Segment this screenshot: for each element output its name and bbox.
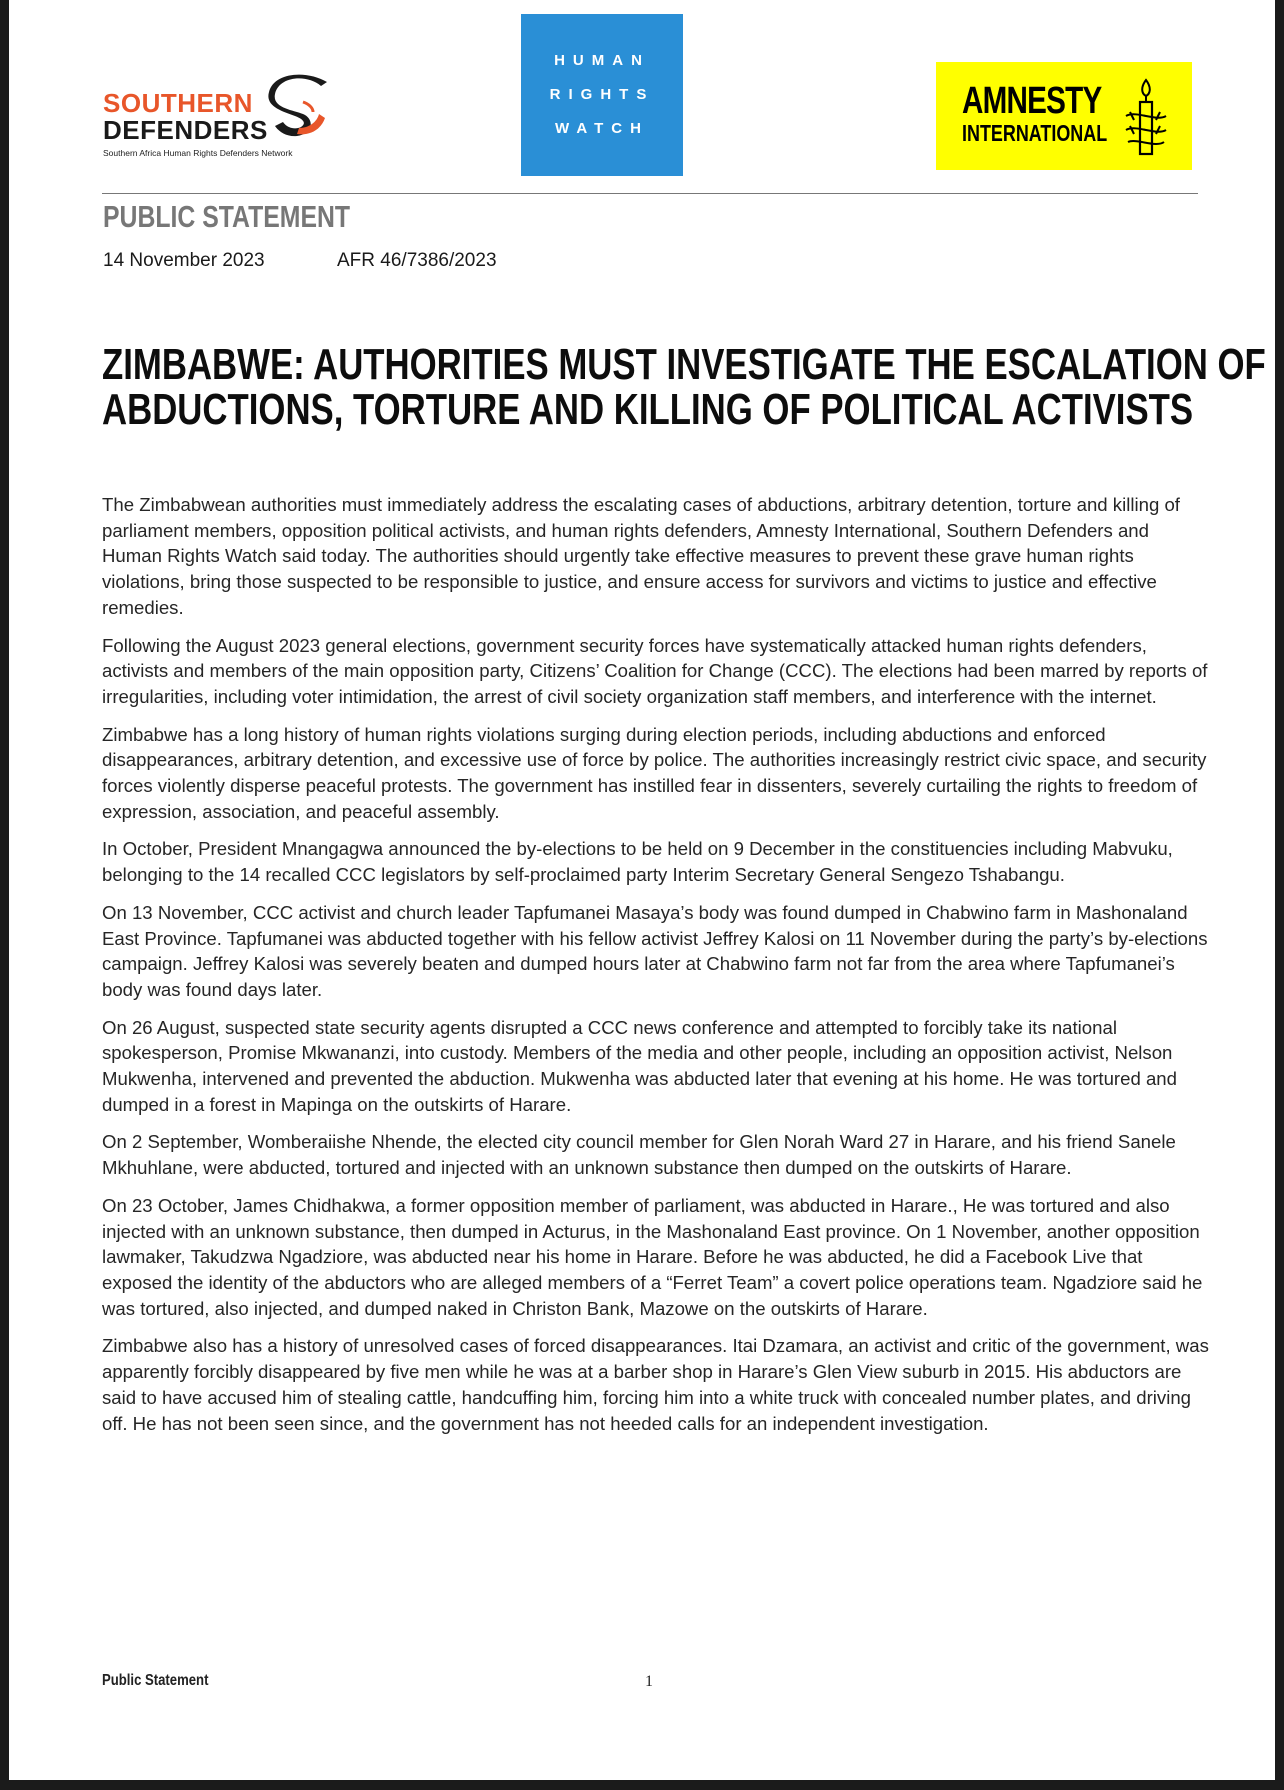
amnesty-logo-line1: AMNESTY: [962, 80, 1102, 122]
candle-barbed-wire-icon: [1120, 76, 1172, 158]
body-paragraph: On 26 August, suspected state security agents disrupted a CCC news conference and attempted to forcibly take its national spokesperson, Promise Mkwananzi, into custody. Members of the media and other people, including an opposition activist, Nelson Mukwenha, intervened and prevented the abduction. Mukwenha was abducted later that evening at his home. He was tortured and dumped in a forest in Mapinga on the outskirts of Harare.: [102, 1016, 1177, 1115]
southern-defenders-swirl-icon: [263, 72, 335, 144]
southern-defenders-logo-line1: SOUTHERN: [103, 88, 253, 118]
document-reference: AFR 46/7386/2023: [337, 250, 497, 271]
southern-defenders-logo-line2: DEFENDERS: [103, 115, 268, 145]
amnesty-logo-line2: INTERNATIONAL: [962, 120, 1108, 146]
body-paragraph: Following the August 2023 general elections, government security forces have systematically attacked human rights defenders, activists and members of the main opposition party, Citizens’ Coalition for Change (CCC). The elections had been marred by reports of irregularities, including voter intimidation, the arrest of civil society organization staff members, and interference with the internet.: [102, 634, 1208, 707]
body-paragraph: Zimbabwe has a long history of human rights violations surging during election periods, including abductions and enforced disappearances, arbitrary detention, and excessive use of force by police. The authorities increasingly restrict civic space, and security forces violently disperse peaceful protests. The government has instilled fear in dissenters, severely curtailing the rights to freedom of expression, association, and peaceful assembly.: [102, 723, 1207, 822]
page-title: [102, 340, 1266, 434]
hrw-logo-word-2: RIGHTS: [549, 86, 655, 103]
southern-defenders-logo: [103, 68, 343, 160]
southern-defenders-tagline: Southern Africa Human Rights Defenders Network: [103, 148, 293, 158]
body-paragraph: The Zimbabwean authorities must immediately address the escalating cases of abductions, arbitrary detention, torture and killing of parliament members, opposition political activists, and human rights defenders, Amnesty International, Southern Defenders and Human Rights Watch said today. The authorities should urgently take effective measures to prevent these grave human rights violations, bring those suspected to be responsible to justice, and ensure access for survivors and victims to justice and effective remedies.: [102, 494, 1180, 618]
human-rights-watch-logo: [521, 14, 683, 176]
footer-label: Public Statement: [102, 1672, 209, 1689]
document-page: [9, 0, 1275, 1780]
hrw-logo-word-3: WATCH: [555, 120, 649, 137]
body-paragraph: Zimbabwe also has a history of unresolved cases of forced disappearances. Itai Dzamara, an activist and critic of the government, was apparently forcibly disappeared by five men while he was at a barber shop in Harare’s Glen View suburb in 2015. His abductors are said to have accused him of stealing cattle, handcuffing him, forcing him into a white truck with concealed number plates, and driving off. He has not been seen since, and the government has not heeded calls for an independent investigation.: [102, 1335, 1209, 1434]
document-date: 14 November 2023: [103, 250, 265, 271]
body-paragraph: In October, President Mnangagwa announced the by-elections to be held on 9 December in the constituencies including Mabvuku, belonging to the 14 recalled CCC legislators by self-proclaimed party Interim Secretary General Sengezo Tshabangu.: [102, 838, 1173, 886]
statement-body: [102, 492, 1212, 1448]
hrw-logo-word-1: HUMAN: [554, 52, 650, 69]
body-paragraph: On 13 November, CCC activist and church leader Tapfumanei Masaya’s body was found dumped in Chabwino farm in Mashonaland East Province. Tapfumanei was abducted together with his fellow activist Jeffrey Kalosi on 11 November during the party’s by-elections campaign. Jeffrey Kalosi was severely beaten and dumped hours later at Chabwino farm not far from the area where Tapfumanei’s body was found days later.: [102, 901, 1208, 1000]
document-type-label: PUBLIC STATEMENT: [103, 199, 351, 234]
amnesty-international-logo: [936, 62, 1192, 170]
body-paragraph: On 2 September, Womberaiishe Nhende, the elected city council member for Glen Norah Ward 27 in Harare, and his friend Sanele Mkhuhlane, were abducted, tortured and injected with an unknown substance then dumped on the outskirts of Harare.: [102, 1131, 1176, 1179]
page-number: 1: [645, 1673, 653, 1690]
header-divider: [102, 193, 1198, 194]
body-paragraph: On 23 October, James Chidhakwa, a former opposition member of parliament, was abducted in Harare., He was tortured and also injected with an unknown substance, then dumped in Acturus, in the Mashonaland East province. On 1 November, another opposition lawmaker, Takudzwa Ngadziore, was abducted near his home in Harare. Before he was abducted, he did a Facebook Live that exposed the identity of the abductors who are alleged members of a “Ferret Team” a covert police operations team. Ngadziore said he was tortured, also injected, and dumped naked in Christon Bank, Mazowe on the outskirts of Harare.: [102, 1194, 1203, 1319]
page-title-line1: ZIMBABWE: AUTHORITIES MUST INVESTIGATE THE ESCALATION OF: [102, 340, 1266, 389]
page-title-line2: ABDUCTIONS, TORTURE AND KILLING OF POLITICAL ACTIVISTS: [102, 385, 1194, 434]
